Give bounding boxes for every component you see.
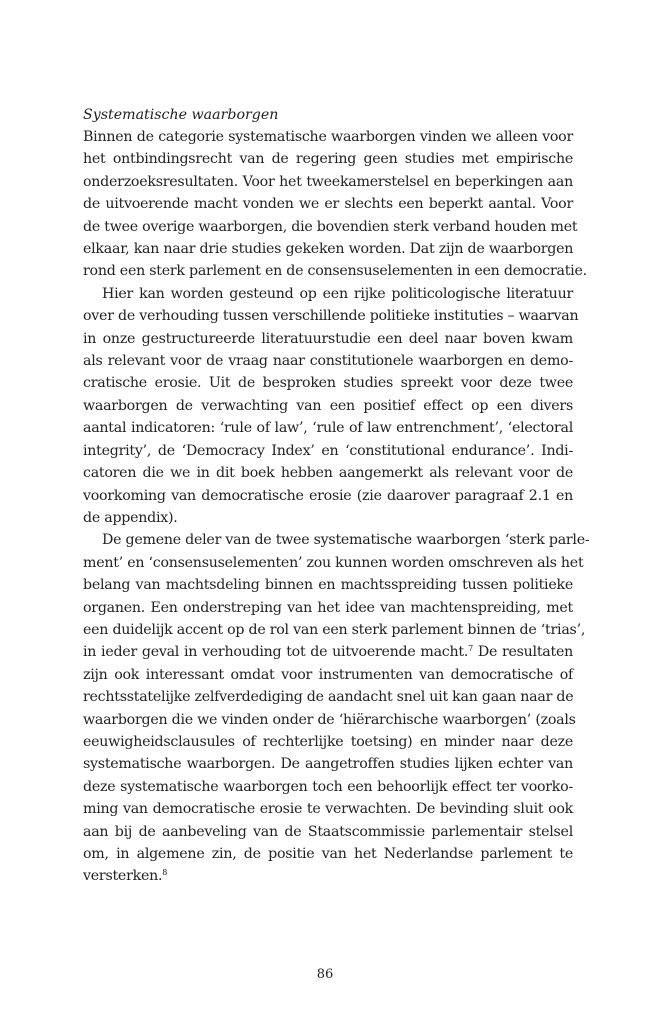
text-line: de appendix).	[83, 509, 178, 526]
text-line: catoren die we in dit boek hebben aangemerkt als relevant voor de	[83, 465, 573, 482]
text-line-with-footnote	[83, 641, 573, 663]
text-line: Binnen de categorie systematische waarborgen vinden we alleen voor	[83, 129, 573, 145]
line-tail: De resultaten	[472, 644, 573, 661]
page-number: 86	[316, 967, 334, 982]
footnote-ref-8: 8	[162, 868, 168, 878]
text-line: Hier kan worden gesteund op een rijke politicologische literatuur	[102, 285, 573, 302]
section-heading: Systematische waarborgen	[83, 107, 279, 123]
text-line: organen. Een onderstreping van het idee van machtenspreiding, met	[83, 599, 573, 616]
text-line: over de verhouding tussen verschillende politieke instituties – waarvan	[83, 308, 579, 325]
text-line: rond een sterk parlement en de consensuselementen in een democratie.	[83, 263, 587, 280]
text-line: waarborgen de verwachting van een positief effect op een divers	[83, 397, 573, 414]
line-text: in ieder geval in verhouding tot de uitvoerende macht.	[83, 644, 469, 661]
text-line: eeuwigheidsclausules of rechterlijke toetsing) en minder naar deze	[83, 733, 573, 750]
text-line: om, in algemene zin, de positie van het Nederlandse parlement te	[83, 846, 573, 862]
text-line: ming van democratische erosie te verwachten. De bevinding sluit ook	[83, 801, 573, 818]
text-line: de uitvoerende macht vonden we er slechts een beperkt aantal. Voor	[83, 196, 573, 213]
text-line: aan bij de aanbeveling van de Staatscommissie parlementair stelsel	[83, 823, 573, 840]
text-line: in onze gestructureerde literatuurstudie een deel naar boven kwam	[83, 330, 573, 347]
text-line: voorkoming van democratische erosie (zie daarover paragraaf 2.1 en	[83, 487, 573, 504]
paragraph-3	[83, 529, 590, 888]
text-line: onderzoeksresultaten. Voor het tweekamerstelsel en beperkingen aan	[83, 173, 573, 190]
text-line-with-footnote	[83, 865, 573, 887]
text-line: een duidelijk accent op de rol van een sterk parlement binnen de ‘trias’,	[83, 621, 586, 638]
text-line: zijn ook interessant omdat voor instrumenten van democratische of	[83, 666, 573, 683]
text-line: elkaar, kan naar drie studies gekeken worden. Dat zijn de waarborgen	[83, 241, 574, 258]
text-line: het ontbindingsrecht van de regering geen studies met empirische	[83, 151, 573, 168]
text-line: De gemene deler van de twee systematische waarborgen ‘sterk parle-	[102, 532, 590, 549]
text-line: belang van machtsdeling binnen en machtsspreiding tussen politieke	[83, 577, 573, 594]
line-text: versterken.	[83, 868, 163, 885]
text-line: de twee overige waarborgen, die bovendien sterk verband houden met	[83, 218, 578, 235]
text-line: aantal indicatoren: ‘rule of law’, ‘rule of law entrenchment’, ‘electoral	[83, 420, 573, 437]
paragraph-2	[83, 283, 579, 529]
text-line: cratische erosie. Uit de besproken studies spreekt voor deze twee	[83, 375, 573, 392]
text-line: systematische waarborgen. De aangetroffen studies lijken echter van	[83, 756, 573, 773]
text-line: rechtsstatelijke zelfverdediging de aandacht snel uit kan gaan naar de	[83, 689, 574, 706]
text-line: waarborgen die we vinden onder de ‘hiërarchische waarborgen’ (zoals	[83, 711, 576, 728]
text-line: ment’ en ‘consensuselementen’ zou kunnen worden omschreven als het	[83, 554, 584, 571]
text-line: deze systematische waarborgen toch een behoorlijk effect ter voorko-	[83, 778, 573, 795]
text-block	[83, 104, 590, 888]
footnote-ref-7: 7	[468, 644, 473, 654]
text-line: als relevant voor de vraag naar constitutionele waarborgen en demo-	[83, 353, 573, 370]
text-line: integrity’, de ‘Democracy Index’ en ‘constitutional endurance’. Indi-	[83, 442, 573, 459]
paragraph-1	[83, 126, 587, 283]
